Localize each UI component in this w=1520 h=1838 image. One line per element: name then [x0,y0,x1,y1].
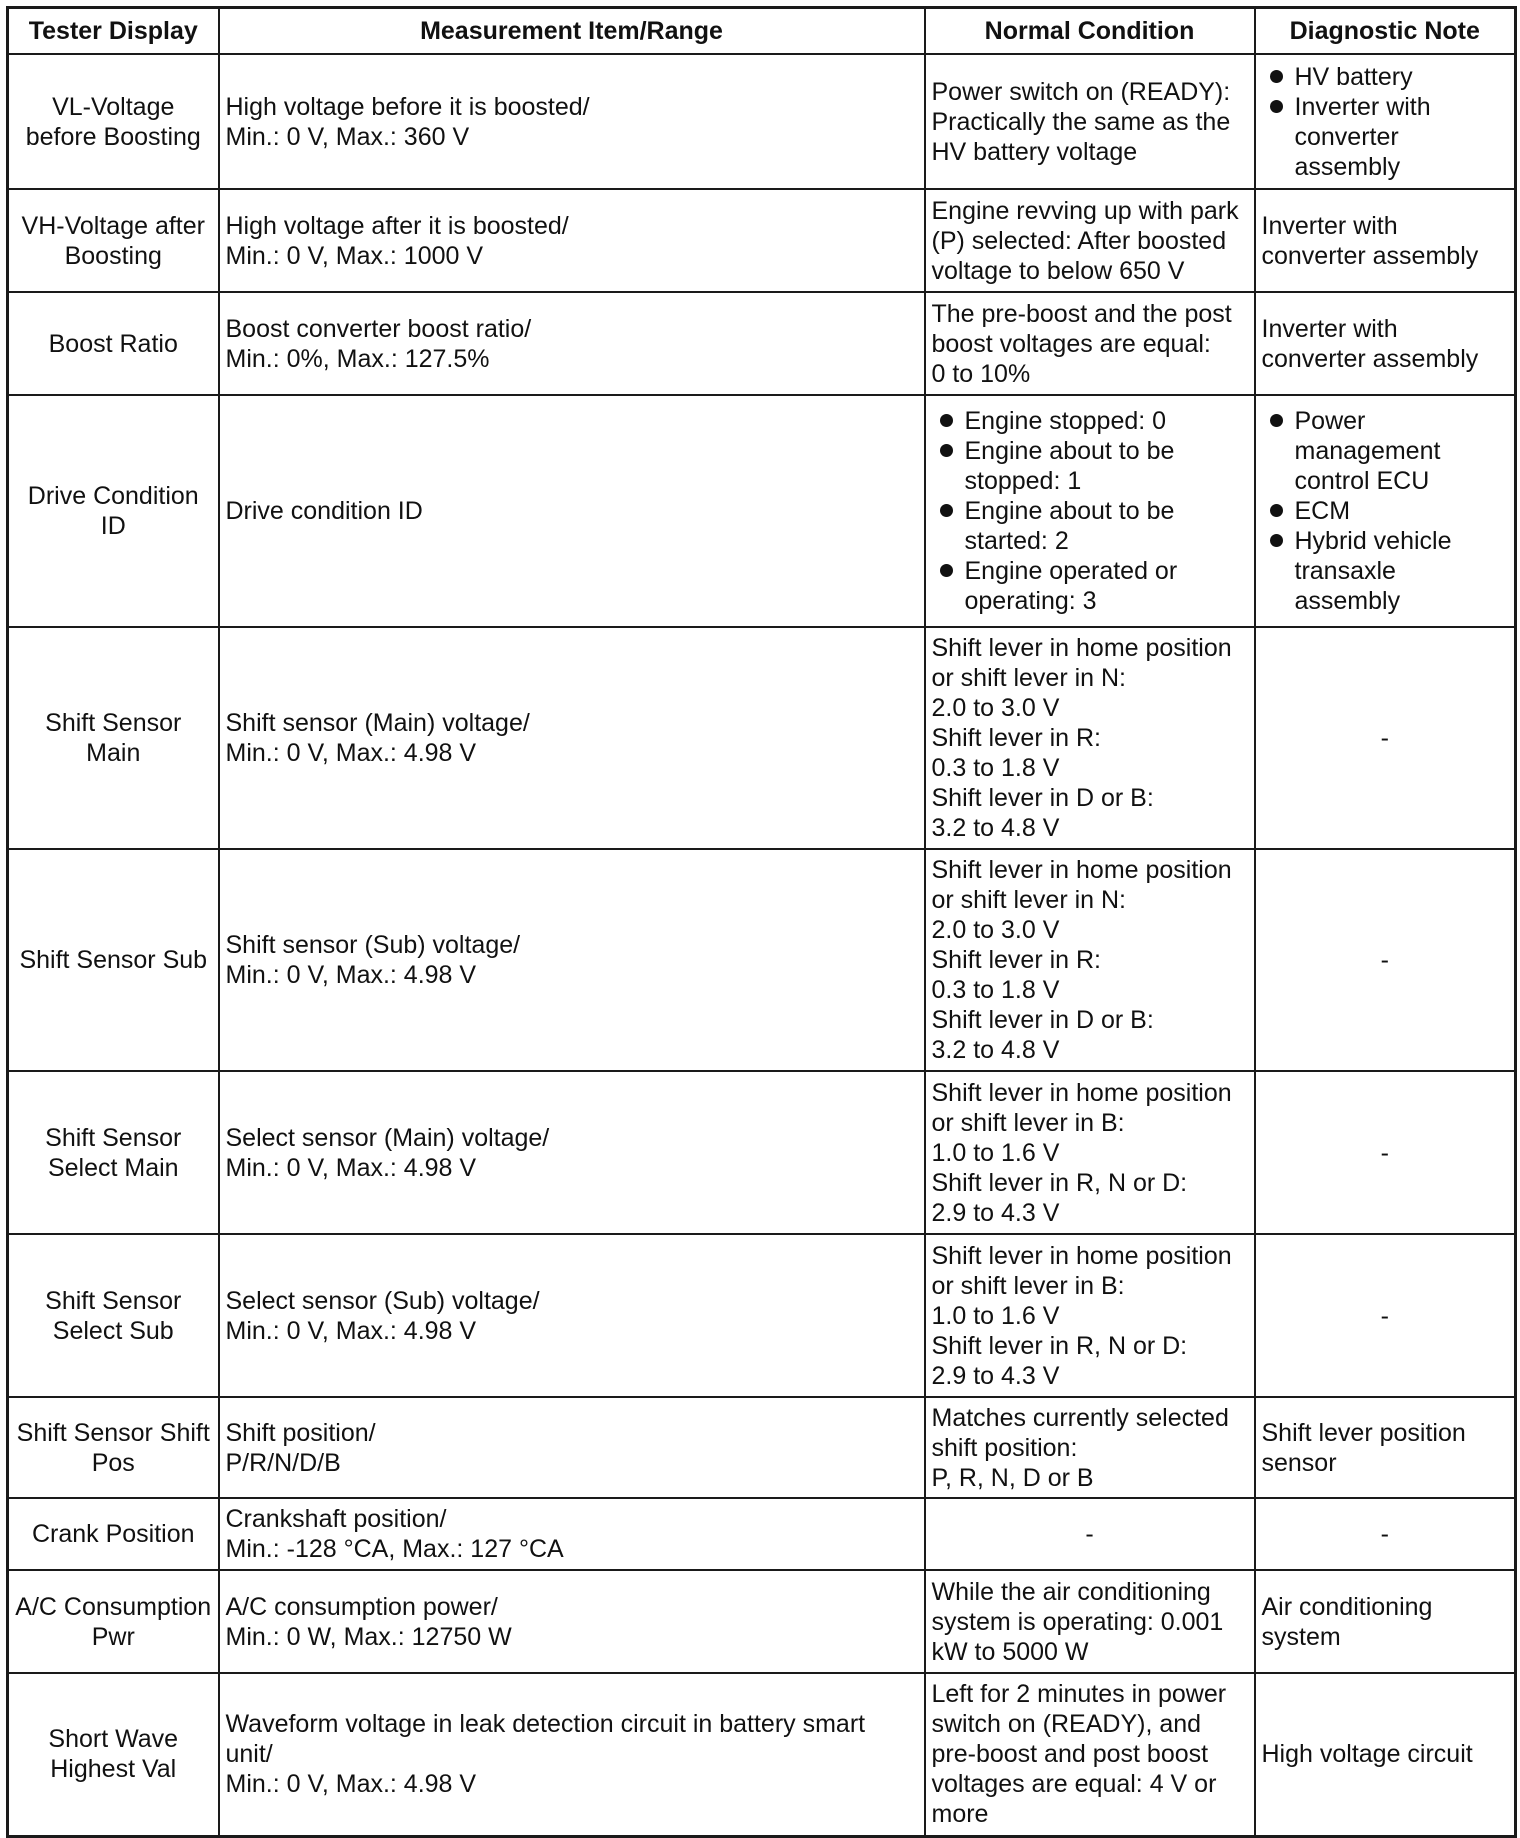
cell-diagnostic-note: - [1255,627,1516,849]
bullet-dot-icon [940,564,953,577]
cell-tester-display: Drive Condition ID [8,395,219,627]
table-row [8,54,1516,189]
cell-diagnostic-note: - [1255,1071,1516,1234]
table-row [8,395,1516,627]
cell-measurement-item: Drive condition ID [219,395,925,627]
bullet-list [1262,62,1509,182]
cell-normal-condition [925,395,1255,627]
table-header-row [8,8,1516,55]
cell-measurement-item: Crankshaft position/ Min.: -128 °CA, Max.: 127 °CA [219,1498,925,1570]
bullet-dot-icon [940,444,953,457]
cell-tester-display: Shift Sensor Shift Pos [8,1397,219,1498]
table-row [8,1570,1516,1673]
bullet-text: Engine operated or operating: 3 [964,557,1178,615]
cell-tester-display: Shift Sensor Select Main [8,1071,219,1234]
bullet-item [1262,496,1509,526]
table-row [8,1071,1516,1234]
bullet-list [1262,406,1509,616]
cell-tester-display: Shift Sensor Select Sub [8,1234,219,1397]
cell-measurement-item: High voltage after it is boosted/ Min.: 0 V, Max.: 1000 V [219,189,925,292]
bullet-item [932,436,1248,496]
bullet-dot-icon [1270,414,1283,427]
cell-normal-condition: Shift lever in home position or shift lever in B: 1.0 to 1.6 V Shift lever in R, N or D: 2.9 to 4.3 V [925,1234,1255,1397]
bullet-text: Inverter with converter assembly [1294,92,1431,181]
bullet-text: Power management control ECU [1294,407,1441,495]
bullet-text: Hybrid vehicle transaxle assembly [1294,527,1452,615]
cell-normal-condition: The pre-boost and the post boost voltages are equal: 0 to 10% [925,292,1255,395]
diagnostic-data-table [6,6,1517,1838]
cell-diagnostic-note: Inverter with converter assembly [1255,189,1516,292]
cell-measurement-item: Shift sensor (Sub) voltage/ Min.: 0 V, Max.: 4.98 V [219,849,925,1071]
cell-tester-display: Short Wave Highest Val [8,1673,219,1836]
bullet-dot-icon [940,414,953,427]
header-diagnostic-note: Diagnostic Note [1255,8,1516,55]
cell-normal-condition: Engine revving up with park (P) selected: After boosted voltage to below 650 V [925,189,1255,292]
bullet-item [1262,526,1509,616]
cell-diagnostic-note: - [1255,1234,1516,1397]
bullet-text: HV battery [1294,62,1413,91]
bullet-text: Engine stopped: 0 [964,407,1167,435]
header-tester-display: Tester Display [8,8,219,55]
cell-normal-condition: Left for 2 minutes in power switch on (READY), and pre-boost and post boost voltages are equal: 4 V or more [925,1673,1255,1836]
cell-tester-display: A/C Consumption Pwr [8,1570,219,1673]
table-row [8,1397,1516,1498]
cell-tester-display: Boost Ratio [8,292,219,395]
cell-normal-condition: Power switch on (READY): Practically the same as the HV battery voltage [925,54,1255,189]
cell-tester-display: VL-Voltage before Boosting [8,54,219,189]
cell-tester-display: Crank Position [8,1498,219,1570]
header-normal-condition: Normal Condition [925,8,1255,55]
cell-diagnostic-note: Air conditioning system [1255,1570,1516,1673]
bullet-dot-icon [1270,534,1283,547]
cell-normal-condition: Shift lever in home position or shift lever in N: 2.0 to 3.0 V Shift lever in R: 0.3 to 1.8 V Shift lever in D or B: 3.2 to 4.8 V [925,849,1255,1071]
table-row [8,849,1516,1071]
cell-normal-condition: Shift lever in home position or shift lever in B: 1.0 to 1.6 V Shift lever in R, N or D: 2.9 to 4.3 V [925,1071,1255,1234]
cell-tester-display: VH-Voltage after Boosting [8,189,219,292]
cell-diagnostic-note: Inverter with converter assembly [1255,292,1516,395]
table-row [8,1234,1516,1397]
bullet-item [932,496,1248,556]
cell-diagnostic-note: - [1255,849,1516,1071]
bullet-text: Engine about to be started: 2 [964,497,1175,555]
cell-measurement-item: A/C consumption power/ Min.: 0 W, Max.: 12750 W [219,1570,925,1673]
bullet-item [1262,406,1509,496]
bullet-text: Engine about to be stopped: 1 [964,437,1175,495]
cell-diagnostic-note [1255,54,1516,189]
bullet-item [1262,62,1509,92]
cell-tester-display: Shift Sensor Main [8,627,219,849]
bullet-dot-icon [940,504,953,517]
cell-measurement-item: Shift sensor (Main) voltage/ Min.: 0 V, Max.: 4.98 V [219,627,925,849]
bullet-dot-icon [1270,504,1283,517]
bullet-list [932,406,1248,616]
bullet-dot-icon [1270,70,1283,83]
bullet-item [932,406,1248,436]
bullet-item [932,556,1248,616]
cell-diagnostic-note: High voltage circuit [1255,1673,1516,1836]
cell-normal-condition: - [925,1498,1255,1570]
cell-normal-condition: While the air conditioning system is operating: 0.001 kW to 5000 W [925,1570,1255,1673]
cell-normal-condition: Matches currently selected shift position: P, R, N, D or B [925,1397,1255,1498]
cell-tester-display: Shift Sensor Sub [8,849,219,1071]
cell-measurement-item: Waveform voltage in leak detection circuit in battery smart unit/ Min.: 0 V, Max.: 4.98 V [219,1673,925,1836]
cell-measurement-item: Select sensor (Main) voltage/ Min.: 0 V, Max.: 4.98 V [219,1071,925,1234]
header-measurement-item: Measurement Item/Range [219,8,925,55]
table-row [8,1498,1516,1570]
table-row [8,627,1516,849]
table-row [8,1673,1516,1836]
bullet-dot-icon [1270,100,1283,113]
cell-measurement-item: Boost converter boost ratio/ Min.: 0%, Max.: 127.5% [219,292,925,395]
table-row [8,292,1516,395]
table-body [8,54,1516,1836]
table-row [8,189,1516,292]
cell-normal-condition: Shift lever in home position or shift lever in N: 2.0 to 3.0 V Shift lever in R: 0.3 to 1.8 V Shift lever in D or B: 3.2 to 4.8 V [925,627,1255,849]
cell-measurement-item: High voltage before it is boosted/ Min.: 0 V, Max.: 360 V [219,54,925,189]
cell-measurement-item: Shift position/ P/R/N/D/B [219,1397,925,1498]
bullet-item [1262,92,1509,182]
bullet-text: ECM [1294,497,1351,525]
cell-diagnostic-note [1255,395,1516,627]
cell-measurement-item: Select sensor (Sub) voltage/ Min.: 0 V, Max.: 4.98 V [219,1234,925,1397]
cell-diagnostic-note: - [1255,1498,1516,1570]
cell-diagnostic-note: Shift lever position sensor [1255,1397,1516,1498]
